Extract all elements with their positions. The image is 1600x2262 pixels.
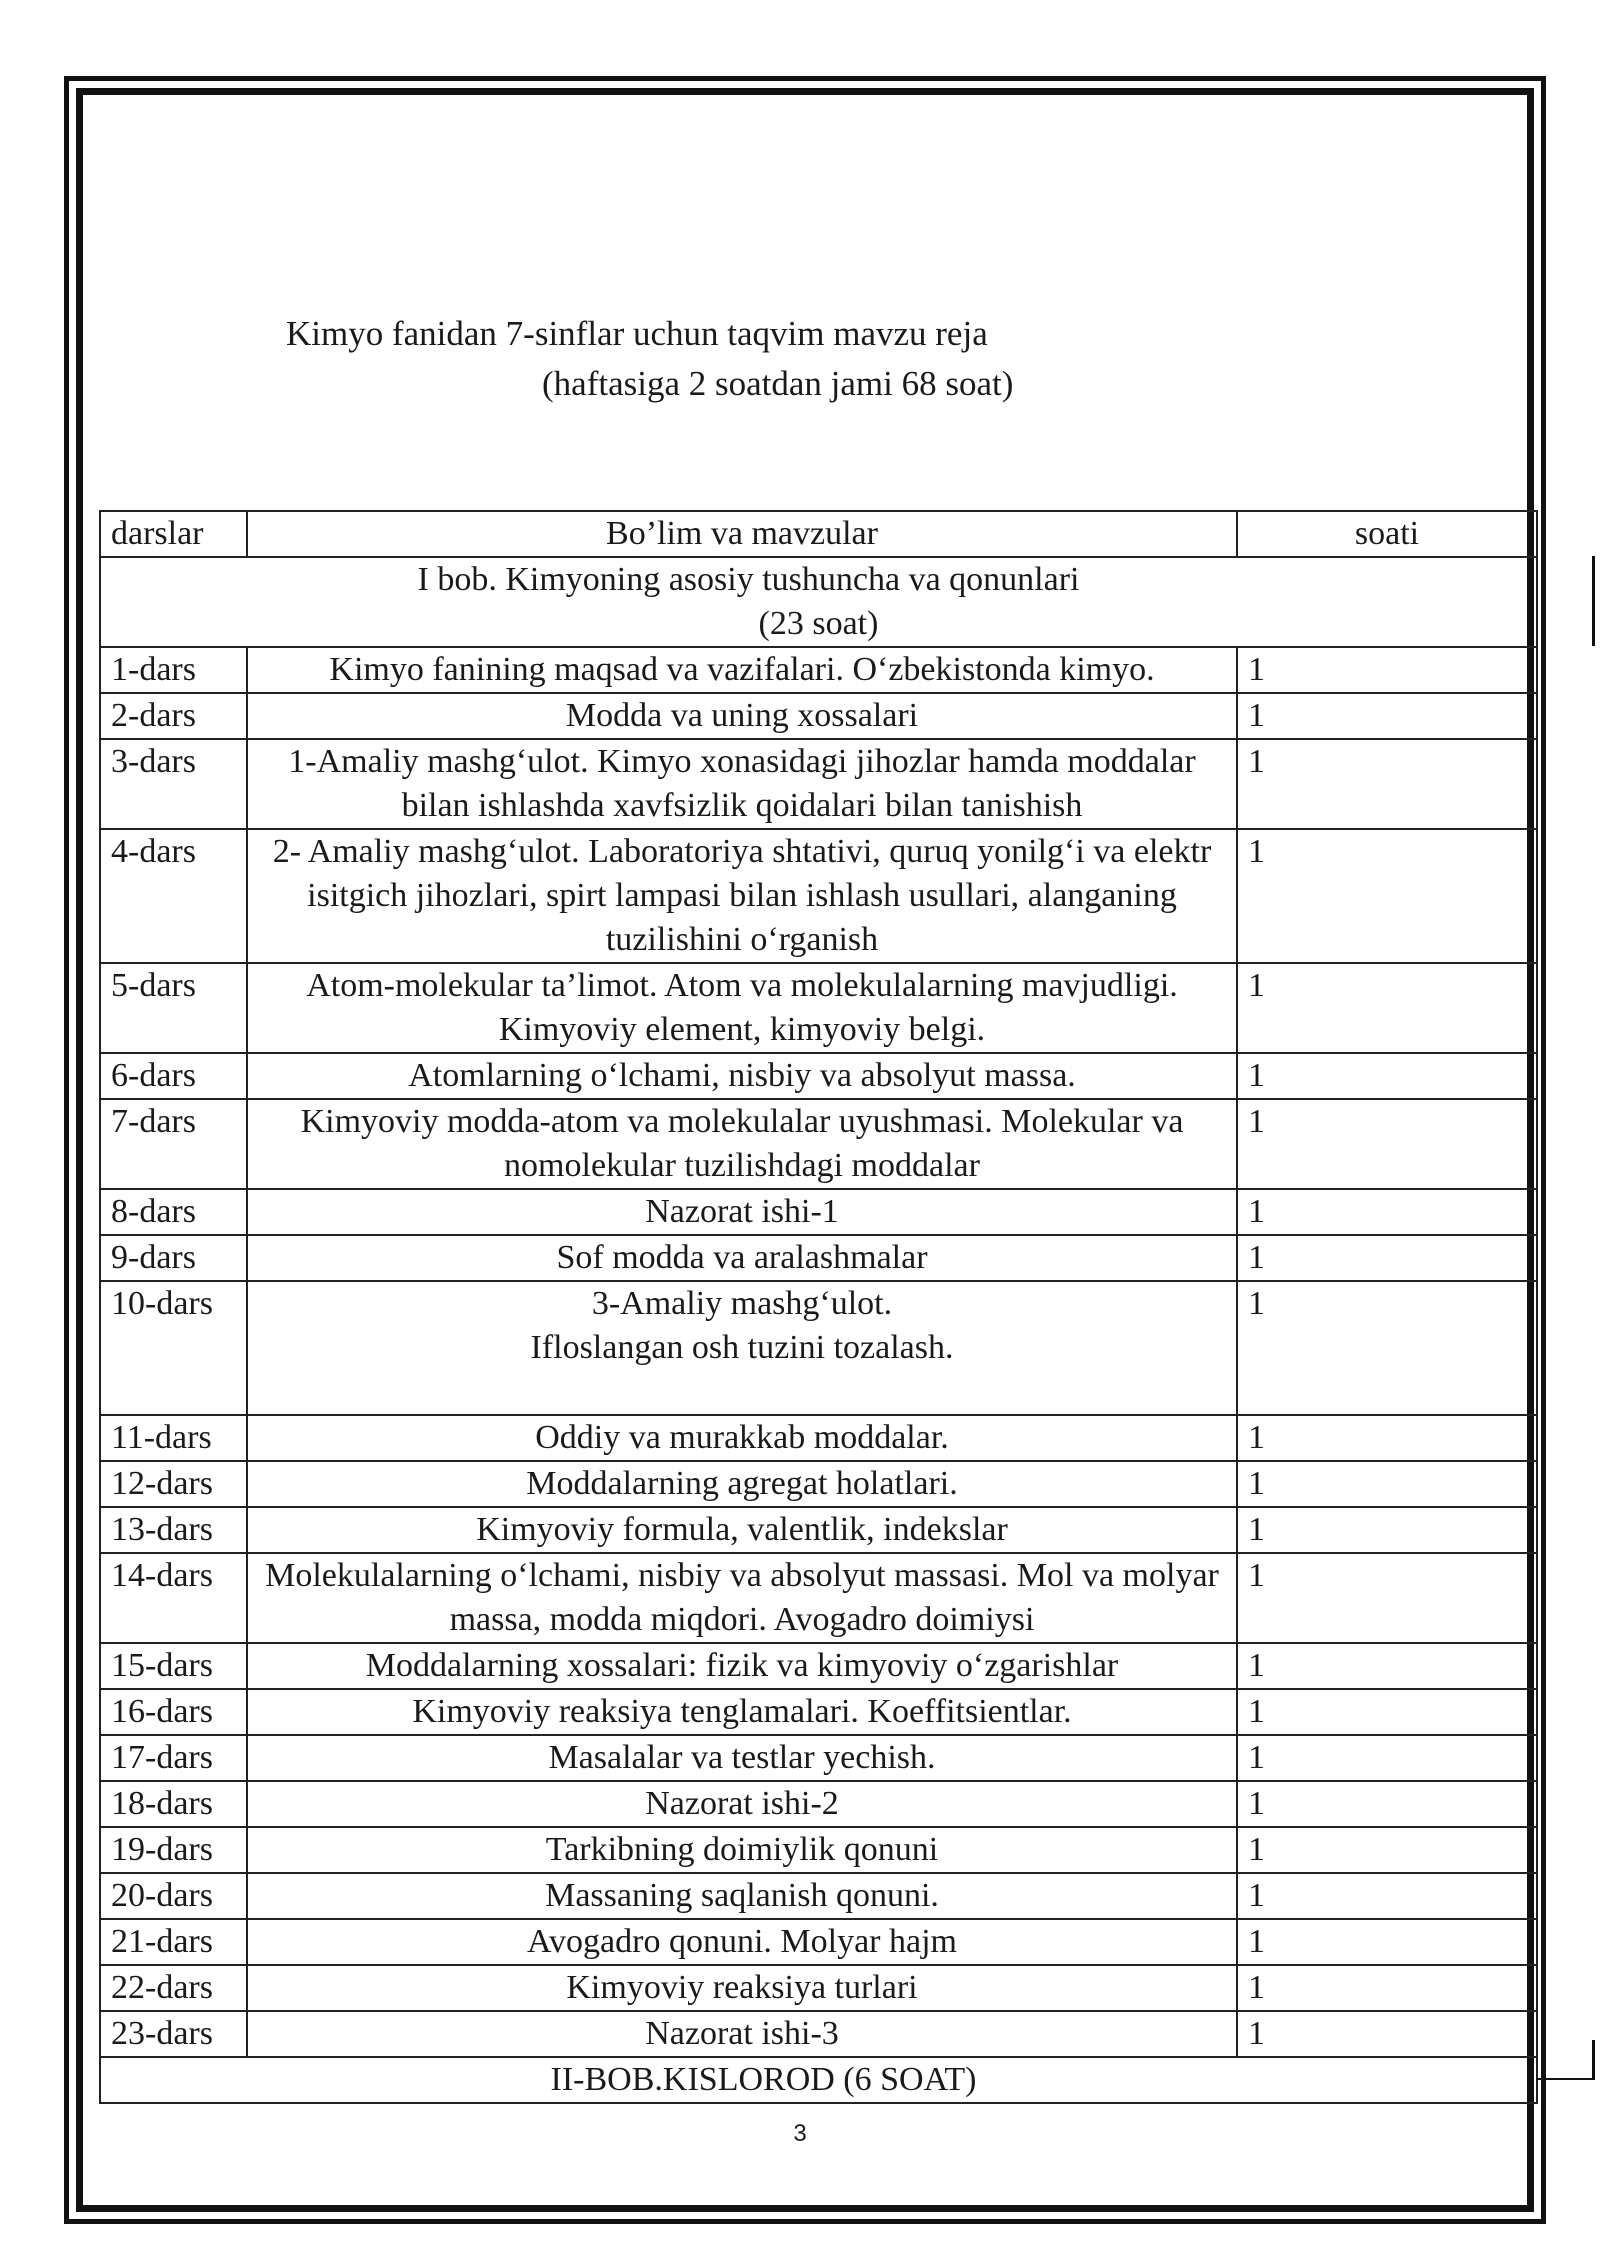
hours-cell: 1: [1237, 1827, 1537, 1873]
lesson-cell: 7-dars: [100, 1099, 247, 1189]
topic-cell: Molekulalarning o‘lchami, nisbiy va absolyut massasi. Mol va molyar massa, modda miqdori. Avogadro doimiysi: [247, 1553, 1237, 1643]
hours-cell: 1: [1237, 1189, 1537, 1235]
hours-cell: 1: [1237, 1873, 1537, 1919]
lesson-cell: 15-dars: [100, 1643, 247, 1689]
table-row: [100, 1965, 1537, 2011]
table-row: [100, 693, 1537, 739]
table-row: [100, 1461, 1537, 1507]
header-hours: soati: [1237, 511, 1537, 557]
table-row: [100, 1827, 1537, 1873]
lesson-cell: 13-dars: [100, 1507, 247, 1553]
topic-cell: Tarkibning doimiylik qonuni: [247, 1827, 1237, 1873]
lesson-cell: 14-dars: [100, 1553, 247, 1643]
hours-cell: 1: [1237, 739, 1537, 829]
chapter-1-title: I bob. Kimyoning asosiy tushuncha va qonunlari: [417, 561, 1080, 598]
topic-cell: Avogadro qonuni. Molyar hajm: [247, 1919, 1237, 1965]
topic-cell: Atom-molekular ta’limot. Atom va molekulalarning mavjudligi. Kimyoviy element, kimyoviy belgi.: [247, 963, 1237, 1053]
topic-cell: Massaning saqlanish qonuni.: [247, 1873, 1237, 1919]
lesson-cell: 17-dars: [100, 1735, 247, 1781]
table-row: [100, 1415, 1537, 1461]
edge-mark: [1592, 2040, 1595, 2080]
topic-cell: Nazorat ishi-3: [247, 2011, 1237, 2057]
topic-cell: Kimyoviy formula, valentlik, indekslar: [247, 1507, 1237, 1553]
table-row: [100, 2011, 1537, 2057]
lesson-cell: 10-dars: [100, 1281, 247, 1415]
lesson-cell: 16-dars: [100, 1689, 247, 1735]
hours-cell: 1: [1237, 1281, 1537, 1415]
hours-cell: 1: [1237, 1415, 1537, 1461]
lesson-cell: 22-dars: [100, 1965, 247, 2011]
table-row: [100, 1643, 1537, 1689]
hours-cell: 1: [1237, 963, 1537, 1053]
topic-cell: Moddalarning xossalari: fizik va kimyoviy o‘zgarishlar: [247, 1643, 1237, 1689]
topic-cell: Kimyo fanining maqsad va vazifalari. O‘zbekistonda kimyo.: [247, 647, 1237, 693]
table-row: [100, 963, 1537, 1053]
page-number: 3: [793, 2120, 807, 2147]
topic-cell: Atomlarning o‘lchami, nisbiy va absolyut massa.: [247, 1053, 1237, 1099]
hours-cell: 1: [1237, 693, 1537, 739]
lesson-cell: 23-dars: [100, 2011, 247, 2057]
lesson-cell: 4-dars: [100, 829, 247, 963]
topic-cell: Kimyoviy reaksiya turlari: [247, 1965, 1237, 2011]
lesson-cell: 20-dars: [100, 1873, 247, 1919]
hours-cell: 1: [1237, 1235, 1537, 1281]
lesson-cell: 18-dars: [100, 1781, 247, 1827]
document-title: Kimyo fanidan 7-sinflar uchun taqvim mavzu reja: [286, 314, 988, 353]
hours-cell: 1: [1237, 1553, 1537, 1643]
topic-cell: Sof modda va aralashmalar: [247, 1235, 1237, 1281]
topic-cell: Oddiy va murakkab moddalar.: [247, 1415, 1237, 1461]
topic-cell: [247, 1281, 1237, 1415]
topic-cell: Kimyoviy reaksiya tenglamalari. Koeffitsientlar.: [247, 1689, 1237, 1735]
lesson-cell: 6-dars: [100, 1053, 247, 1099]
table-row: [100, 1735, 1537, 1781]
chapter-1-heading: [100, 557, 1537, 647]
topic-line: Ifloslangan osh tuzini tozalash.: [530, 1329, 954, 1366]
topic-cell: Masalalar va testlar yechish.: [247, 1735, 1237, 1781]
table-row: [100, 1507, 1537, 1553]
table-row: [100, 1873, 1537, 1919]
table-row: [100, 647, 1537, 693]
table-row: [100, 1553, 1537, 1643]
lesson-plan-table: [99, 510, 1538, 2104]
topic-cell: 1-Amaliy mashg‘ulot. Kimyo xonasidagi jihozlar hamda moddalar bilan ishlashda xavfsizlik qoidalari bilan tanishish: [247, 739, 1237, 829]
hours-cell: 1: [1237, 1919, 1537, 1965]
hours-cell: 1: [1237, 1053, 1537, 1099]
lesson-cell: 11-dars: [100, 1415, 247, 1461]
hours-cell: 1: [1237, 2011, 1537, 2057]
topic-line: 3-Amaliy mashg‘ulot.: [591, 1285, 893, 1322]
table-row: [100, 1781, 1537, 1827]
document-subtitle: (haftasiga 2 soatdan jami 68 soat): [542, 364, 1014, 403]
topic-cell: Modda va uning xossalari: [247, 693, 1237, 739]
chapter-2-row: [100, 2057, 1537, 2103]
hours-cell: 1: [1237, 1507, 1537, 1553]
table-row: [100, 1689, 1537, 1735]
topic-cell: Moddalarning agregat holatlari.: [247, 1461, 1237, 1507]
lesson-cell: 2-dars: [100, 693, 247, 739]
hours-cell: 1: [1237, 829, 1537, 963]
lesson-cell: 12-dars: [100, 1461, 247, 1507]
chapter-1-row: [100, 557, 1537, 647]
hours-cell: 1: [1237, 1643, 1537, 1689]
table-row: [100, 739, 1537, 829]
topic-cell: Kimyoviy modda-atom va molekulalar uyushmasi. Molekular va nomolekular tuzilishdagi moddalar: [247, 1099, 1237, 1189]
lesson-cell: 8-dars: [100, 1189, 247, 1235]
lesson-cell: 19-dars: [100, 1827, 247, 1873]
hours-cell: 1: [1237, 1099, 1537, 1189]
header-lessons: darslar: [100, 511, 247, 557]
table-row: [100, 1235, 1537, 1281]
chapter-1-hours: (23 soat): [758, 605, 879, 642]
hours-cell: 1: [1237, 647, 1537, 693]
hours-cell: 1: [1237, 1781, 1537, 1827]
table-row: [100, 1281, 1537, 1415]
lesson-cell: 1-dars: [100, 647, 247, 693]
table-row: [100, 1189, 1537, 1235]
lesson-cell: 9-dars: [100, 1235, 247, 1281]
edge-mark: [1592, 556, 1595, 646]
table-row: [100, 1053, 1537, 1099]
hours-cell: 1: [1237, 1689, 1537, 1735]
hours-cell: 1: [1237, 1461, 1537, 1507]
edge-mark: [1536, 2078, 1594, 2080]
topic-cell: Nazorat ishi-1: [247, 1189, 1237, 1235]
topic-cell: Nazorat ishi-2: [247, 1781, 1237, 1827]
lesson-cell: 5-dars: [100, 963, 247, 1053]
lesson-cell: 3-dars: [100, 739, 247, 829]
table-row: [100, 1919, 1537, 1965]
header-topics: Bo’lim va mavzular: [247, 511, 1237, 557]
hours-cell: 1: [1237, 1735, 1537, 1781]
topic-cell: 2- Amaliy mashg‘ulot. Laboratoriya shtativi, quruq yonilg‘i va elektr isitgich jihozlari, spirt lampasi bilan ishlash usullari, alanganing tuzilishini o‘rganish: [247, 829, 1237, 963]
hours-cell: 1: [1237, 1965, 1537, 2011]
table-row: [100, 1099, 1537, 1189]
chapter-2-heading: II-BOB.KISLOROD (6 SOAT): [100, 2057, 1537, 2103]
table-row: [100, 829, 1537, 963]
lesson-cell: 21-dars: [100, 1919, 247, 1965]
table-header-row: [100, 511, 1537, 557]
